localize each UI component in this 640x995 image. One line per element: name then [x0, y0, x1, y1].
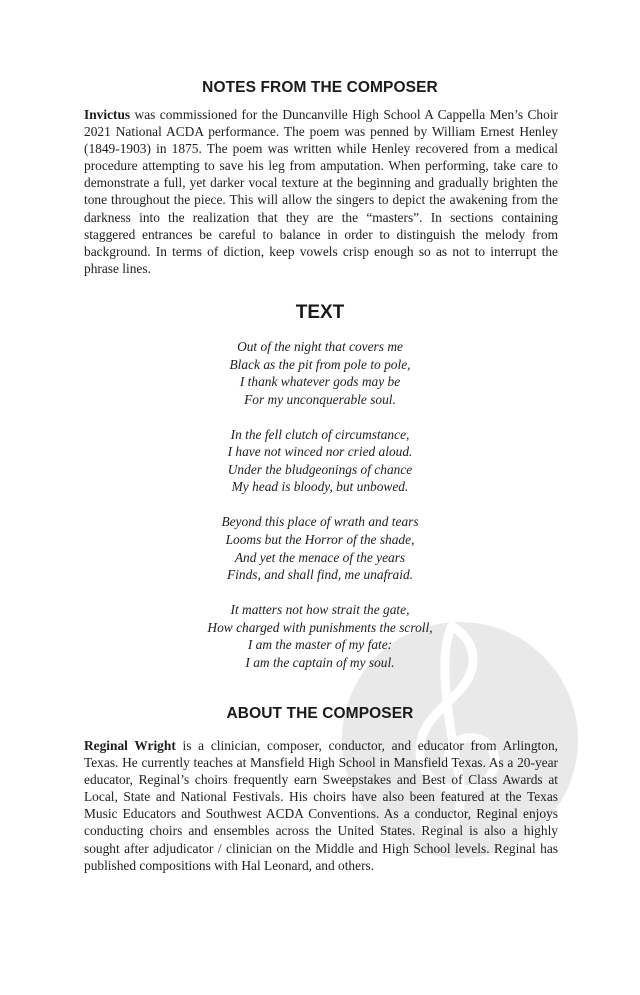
poem-line: And yet the menace of the years: [234, 549, 406, 565]
poem-line: I have not winced nor cried aloud.: [227, 444, 413, 460]
poem-line: It matters not how strait the gate,: [230, 602, 410, 618]
notes-body: was commissioned for the Duncanville High School A Cappella Men’s Choir 2021 National ACDA performance. The poem was penned by William Ernest Henley (1849-1903) in 1875. The poem was written while Henley recovered from a medical procedure attempting to save his leg from amputation. When performing, take care to demonstrate a full, yet darker vocal texture at the beginning and gradually brighten the tone throughout the piece. This will allow the singers to depict the awakening from the darkness into the realization that they are the “masters”. In sections containing staggered entrances be careful to balance in order to distinguish the melody from background. In terms of diction, keep vowels crisp enough so as not to interrupt the phrase lines.: [84, 107, 558, 276]
notes-heading: NOTES FROM THE COMPOSER: [202, 79, 438, 96]
poem-line: Beyond this place of wrath and tears: [221, 514, 419, 530]
stanza-1: [0, 338, 640, 408]
about-heading: ABOUT THE COMPOSER: [226, 705, 414, 722]
stanza-4: [0, 601, 640, 671]
stanza-2: [0, 426, 640, 496]
poem-line: I thank whatever gods may be: [239, 374, 401, 390]
poem-line: Out of the night that covers me: [237, 339, 403, 354]
poem: [0, 338, 640, 689]
composer-name: Reginal Wright: [84, 738, 176, 753]
notes-paragraph: [84, 106, 558, 277]
poem-line: For my unconquerable soul.: [244, 391, 396, 407]
poem-line: Finds, and shall find, me unafraid.: [227, 567, 413, 583]
poem-line: Black as the pit from pole to pole,: [229, 356, 411, 372]
poem-line: Under the bludgeonings of chance: [227, 461, 413, 477]
stanza-3: [0, 513, 640, 583]
poem-line: I am the master of my fate:: [247, 637, 393, 653]
poem-line: I am the captain of my soul.: [245, 654, 395, 670]
poem-line: In the fell clutch of circumstance,: [230, 426, 410, 442]
about-body: is a clinician, composer, conductor, and educator from Arlington, Texas. He currently teaches at Mansfield High School in Mansfield Texas. As a 20-year educator, Reginal’s choirs frequently earn Sweepstakes and Best of Class Awards at Local, State and National Festivals. His choirs have also been featured at the Texas Music Educators and Southwest ACDA Conventions. As a conductor, Reginal enjoys conducting choirs and ensembles across the United States. Reginal is also a highly sought after adjudicator / clinician on the Middle and High School levels. Reginal has published compositions with Hal Leonard, and others.: [84, 738, 558, 873]
poem-line: Looms but the Horror of the shade,: [225, 531, 415, 547]
text-heading: TEXT: [295, 302, 345, 323]
poem-line: My head is bloody, but unbowed.: [231, 479, 409, 495]
about-paragraph: [84, 737, 558, 874]
notes-lead-title: Invictus: [84, 107, 131, 122]
poem-line: How charged with punishments the scroll,: [207, 619, 433, 635]
